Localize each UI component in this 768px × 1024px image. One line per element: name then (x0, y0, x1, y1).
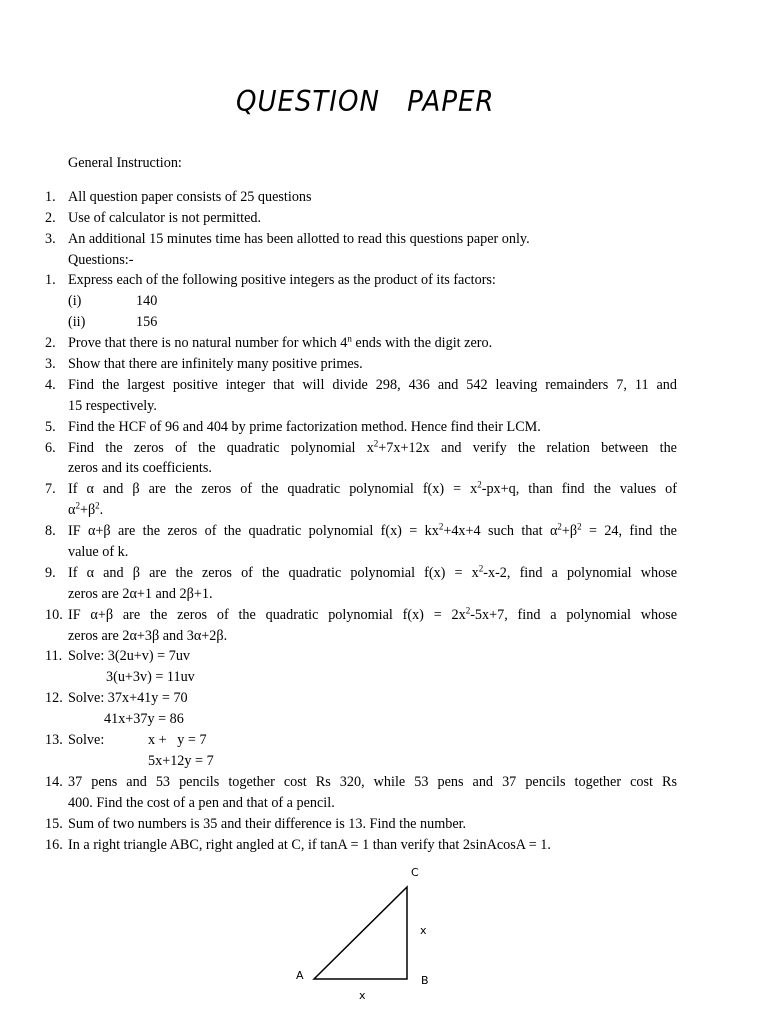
question-16: 16. In a right triangle ABC, right angled at C, if tanA = 1 than verify that 2sinAcosA = 1. (45, 836, 551, 853)
side-label-cb: x (420, 924, 427, 937)
question-4: 4. Find the largest positive integer that will divide 298, 436 and 542 leaving remainders 7, 11 and (45, 376, 677, 393)
question-1-subpart: (ii) 156 (68, 314, 158, 331)
question-5: 5. Find the HCF of 96 and 404 by prime factorization method. Hence find their LCM. (45, 418, 541, 435)
questions-heading: Questions:- (68, 251, 134, 268)
question-6-continued: zeros and its coefficients. (68, 460, 212, 477)
question-13-continued: 5x+12y = 7 (148, 752, 214, 769)
document-body (0, 153, 768, 855)
question-8: 8. IF α+β are the zeros of the quadratic polynomial $f(x) = kx^2+4x+4$ such that $\alpha^2+\beta^2 = 24$, find the (45, 521, 677, 540)
question-13: 13. Solve: x + y = 7 (45, 732, 207, 749)
instruction-item: 1. All question paper consists of 25 questions (45, 188, 312, 205)
question-2: 2. Prove that there is no natural number for which 4$^n$ ends with the digit zero. (45, 333, 493, 352)
general-instruction-heading: General Instruction: (68, 155, 182, 171)
question-12: 12. Solve: 37x+41y = 70 (45, 690, 188, 707)
vertex-label-c: C (411, 866, 419, 879)
question-11-continued: 3(u+3v) = 11uv (106, 669, 195, 686)
question-7-continued: $\alpha^2+\beta^2$. (68, 500, 104, 519)
question-14: 14. 37 pens and 53 pencils together cost Rs 320, while 53 pens and 37 pencils together cost Rs (45, 773, 677, 790)
vertex-label-b: B (421, 974, 429, 987)
question-1: 1. Express each of the following positive integers as the product of its factors: (45, 272, 496, 289)
triangle-shape (314, 887, 407, 979)
question-8-continued: value of k. (68, 544, 129, 561)
question-3: 3. Show that there are infinitely many positive primes. (45, 356, 363, 373)
question-11: 11. Solve: 3(2u+v) = 7uv (45, 648, 191, 665)
question-14-continued: 400. Find the cost of a pen and that of a pencil. (68, 794, 335, 811)
question-12-continued: 41x+37y = 86 (104, 711, 184, 728)
side-label-ab: x (359, 989, 366, 1002)
question-4-continued: 15 respectively. (68, 397, 157, 414)
instruction-item: 2. Use of calculator is not permitted. (45, 209, 262, 226)
question-1-subpart: (i) 140 (68, 293, 158, 310)
question-15: 15. Sum of two numbers is 35 and their difference is 13. Find the number. (45, 815, 467, 832)
right-triangle-diagram (290, 860, 450, 1010)
question-10: 10. IF α+β are the zeros of the quadratic polynomial $f(x) = 2x^2-5x+7$, find a polynomial whose (45, 604, 677, 623)
question-10-continued: zeros are 2α+3β and 3α+2β. (68, 627, 228, 644)
question-6: 6. Find the zeros of the quadratic polynomial $x^2+7x+12x$ and verify the relation between the (45, 437, 677, 456)
instruction-item: 3. An additional 15 minutes time has been allotted to read this questions paper only. (45, 230, 530, 247)
question-9-continued: zeros are 2α+1 and 2β+1. (68, 585, 213, 602)
page-title: QUESTION PAPER (236, 85, 495, 119)
question-7: 7. If α and β are the zeros of the quadratic polynomial $f(x) = x^2-px+q$, than find the values of (45, 479, 677, 498)
vertex-label-a: A (296, 969, 304, 982)
question-9: 9. If α and β are the zeros of the quadratic polynomial $f(x) = x^2-x-2$, find a polynomial whose (45, 563, 677, 581)
